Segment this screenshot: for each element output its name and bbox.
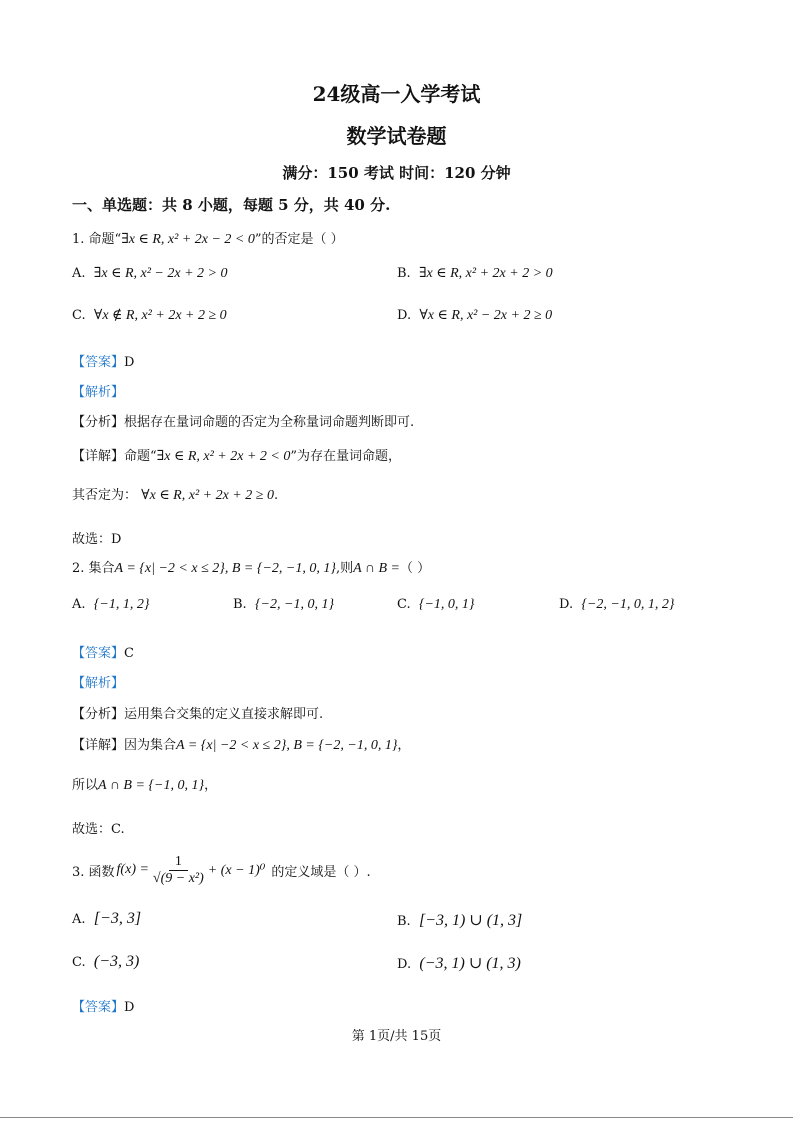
q2-option-a bbox=[72, 597, 149, 613]
q1-answer bbox=[72, 351, 134, 370]
q1-fenxi bbox=[72, 411, 414, 430]
option-text: (−3, 1) ∪ (1, 3) bbox=[419, 955, 521, 972]
fenxi-text: 根据存在量词命题的否定为全称量词命题判断即可. bbox=[124, 415, 415, 430]
exam-info: 满分：150 考试 时间：120 分钟 bbox=[282, 164, 511, 182]
option-letter: D. bbox=[397, 957, 412, 972]
fenxi-label: 【分析】 bbox=[72, 707, 125, 722]
q2-question-expr: A ∩ B = bbox=[353, 561, 400, 576]
q2-xiangjie: 【详解】因为集合A = {x| −2 < x ≤ 2}, B = {−2, −1, 0, 1}， bbox=[72, 738, 411, 753]
answer-label: 【答案】 bbox=[72, 1000, 125, 1015]
option-text: ∀x ∈ R, x² − 2x + 2 ≥ 0 bbox=[419, 308, 553, 323]
q1-option-b bbox=[397, 265, 553, 282]
xiangjie-label: 【详解】 bbox=[72, 449, 125, 464]
q2-option-d bbox=[559, 597, 674, 613]
page-number: 第 1页/共 15页 bbox=[351, 1029, 442, 1044]
option-letter: C. bbox=[72, 955, 86, 970]
q2-option-b bbox=[233, 597, 334, 613]
answer-label: 【答案】 bbox=[72, 355, 125, 370]
q3-option-d bbox=[397, 953, 521, 973]
page-divider bbox=[0, 1117, 793, 1118]
answer-value: D bbox=[124, 1000, 135, 1015]
q2-stem: 2. 集合A = {x| −2 < x ≤ 2}, B = {−2, −1, 0, 1},则A ∩ B =（ ） bbox=[72, 561, 431, 576]
exam-subtitle: 数学试卷题 bbox=[346, 124, 447, 148]
q3-denominator: √(9 − x²) bbox=[152, 870, 204, 886]
q2-fenxi bbox=[72, 703, 323, 722]
q1-analysis-label: 【解析】 bbox=[72, 385, 125, 400]
q2-result: 所以A ∩ B = {−1, 0, 1}， bbox=[72, 778, 218, 793]
q1-negation-expr: ∀x ∈ R, x² + 2x + 2 ≥ 0 bbox=[141, 488, 274, 503]
q1-option-a bbox=[72, 265, 228, 282]
option-letter: D. bbox=[559, 597, 574, 612]
q2-analysis-label: 【解析】 bbox=[72, 676, 125, 691]
q3-option-a bbox=[72, 910, 141, 928]
q3-answer bbox=[72, 996, 134, 1015]
xiangjie-label: 【详解】 bbox=[72, 738, 125, 753]
option-text: {−1, 1, 2} bbox=[93, 597, 150, 612]
option-text: {−1, 0, 1} bbox=[418, 597, 475, 612]
q2-answer bbox=[72, 642, 134, 661]
q1-choice: 故选：D bbox=[72, 532, 122, 547]
option-letter: A. bbox=[72, 597, 86, 612]
option-text: ∃x ∈ R, x² + 2x + 2 > 0 bbox=[418, 266, 553, 281]
q1-expression: ∃x ∈ R, x² + 2x − 2 < 0 bbox=[121, 232, 255, 247]
option-text: ∀x ∉ R, x² + 2x + 2 ≥ 0 bbox=[93, 308, 227, 323]
q1-prefix: 1. 命题“ bbox=[72, 232, 122, 247]
option-letter: C. bbox=[72, 308, 86, 323]
q1-option-d bbox=[397, 307, 552, 324]
q3-option-b bbox=[397, 910, 522, 930]
q1-xiangjie-expr: ∃x ∈ R, x² + 2x + 2 < 0 bbox=[156, 449, 291, 464]
q3-fraction bbox=[153, 854, 204, 887]
option-letter: A. bbox=[72, 912, 86, 927]
option-text: ∃x ∈ R, x² − 2x + 2 > 0 bbox=[93, 266, 228, 281]
option-text: (−3, 3) bbox=[93, 953, 140, 970]
answer-label: 【答案】 bbox=[72, 646, 125, 661]
answer-value: C bbox=[124, 646, 134, 661]
option-letter: A. bbox=[72, 266, 86, 281]
q2-choice: 故选：C. bbox=[72, 822, 125, 837]
fenxi-label: 【分析】 bbox=[72, 415, 125, 430]
option-letter: B. bbox=[233, 597, 247, 612]
q1-stem bbox=[72, 228, 344, 248]
exam-title: 24级高一入学考试 bbox=[312, 82, 481, 106]
q3-option-c bbox=[72, 953, 139, 971]
option-letter: B. bbox=[397, 914, 411, 929]
option-text: [−3, 3] bbox=[93, 910, 142, 927]
q2-expression: A = {x| −2 < x ≤ 2}, B = {−2, −1, 0, 1} bbox=[114, 561, 336, 576]
q2-xiangjie-expr: A = {x| −2 < x ≤ 2}, B = {−2, −1, 0, 1} bbox=[176, 738, 398, 753]
q1-suffix: ”的否定是（ ） bbox=[254, 232, 344, 247]
option-text: [−3, 1) ∪ (1, 3] bbox=[418, 912, 523, 929]
q3-function-name: f(x) = bbox=[116, 862, 149, 877]
option-letter: B. bbox=[397, 266, 411, 281]
section-heading: 一、单选题：共 8 小题，每题 5 分，共 40 分. bbox=[72, 196, 391, 214]
q1-negation: 其否定为： ∀x ∈ R, x² + 2x + 2 ≥ 0. bbox=[72, 488, 279, 503]
answer-value: D bbox=[124, 355, 135, 370]
q2-result-expr: A ∩ B = {−1, 0, 1} bbox=[98, 778, 205, 793]
option-text: {−2, −1, 0, 1} bbox=[254, 597, 335, 612]
fenxi-text: 运用集合交集的定义直接求解即可. bbox=[124, 707, 324, 722]
q3-tail: + (x − 1)⁰ bbox=[207, 862, 266, 878]
option-text: {−2, −1, 0, 1, 2} bbox=[581, 597, 675, 612]
option-letter: D. bbox=[397, 308, 412, 323]
q2-option-c bbox=[397, 597, 475, 613]
q3-stem: 3. 函数 f(x) = $\frac{1}{\text{√(9 − x²)}}$ + (x − 1)⁰ 的定义域是（ ）. bbox=[72, 853, 371, 886]
q1-xiangjie: 【详解】命题“∃x ∈ R, x² + 2x + 2 < 0”为存在量词命题， bbox=[72, 449, 402, 464]
q3-numerator: 1 bbox=[169, 854, 188, 871]
option-letter: C. bbox=[397, 597, 411, 612]
q1-option-c bbox=[72, 307, 227, 324]
